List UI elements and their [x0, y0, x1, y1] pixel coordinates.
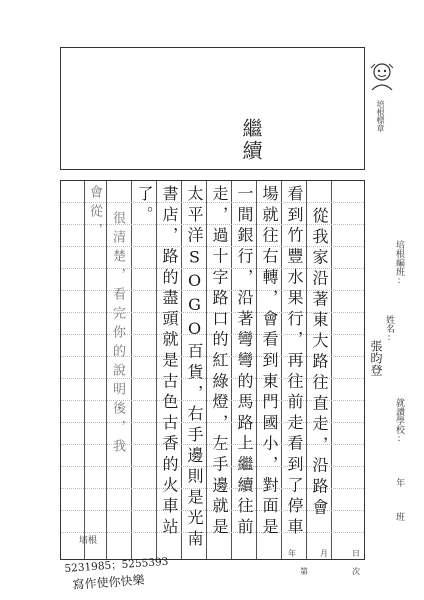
date-label-month: 月	[320, 549, 328, 558]
year-label: 年	[394, 478, 404, 487]
footer-slogan: 寫作使你快樂	[72, 572, 145, 592]
teacher-comment-line: 會從，	[87, 185, 102, 242]
peigen-stamp-icon	[367, 60, 397, 94]
teacher-comment-box	[60, 47, 385, 170]
essay-line: 走，過十字路口的紅綠燈，左手邊就是	[210, 185, 229, 539]
date-label-year: 年	[288, 549, 296, 558]
date-label-session: 次	[352, 567, 360, 576]
date-label-day: 日	[352, 549, 360, 558]
school-label: 就讀學校:	[394, 398, 404, 444]
essay-line: 看到竹豐水果行，再往前走看到了停車	[285, 185, 304, 539]
stamp-label: 培根標章	[376, 100, 385, 132]
essay-line: 了。	[135, 185, 154, 227]
footer-phone: 5231985；5255393	[64, 555, 169, 575]
writing-grid	[60, 180, 365, 560]
essay-line: 場就往右轉，會看到東門國小，對面是	[260, 185, 279, 539]
teacher-comment-line: 很清楚，看完你的說明後，我	[110, 211, 125, 458]
student-name: 張昀登	[369, 340, 383, 376]
essay-line: 一間銀行，沿著彎彎的馬路上繼續往前	[235, 185, 254, 539]
essay-line: 從我家沿著東大路往直走，沿路會	[310, 207, 329, 519]
essay-line: 太平洋SOGO百貨，右手邊則是光南	[185, 185, 204, 551]
continue-word: 繼續	[239, 118, 263, 162]
class-label: 培根編班:	[394, 240, 404, 286]
date-label-session-prefix: 第	[300, 567, 308, 576]
corner-mark: 培根	[79, 536, 98, 546]
class-suffix-label: 班	[394, 512, 404, 521]
essay-line: 書店，路的盡頭就是古色古香的火車站	[160, 185, 179, 539]
name-label: 姓名:	[384, 315, 394, 343]
